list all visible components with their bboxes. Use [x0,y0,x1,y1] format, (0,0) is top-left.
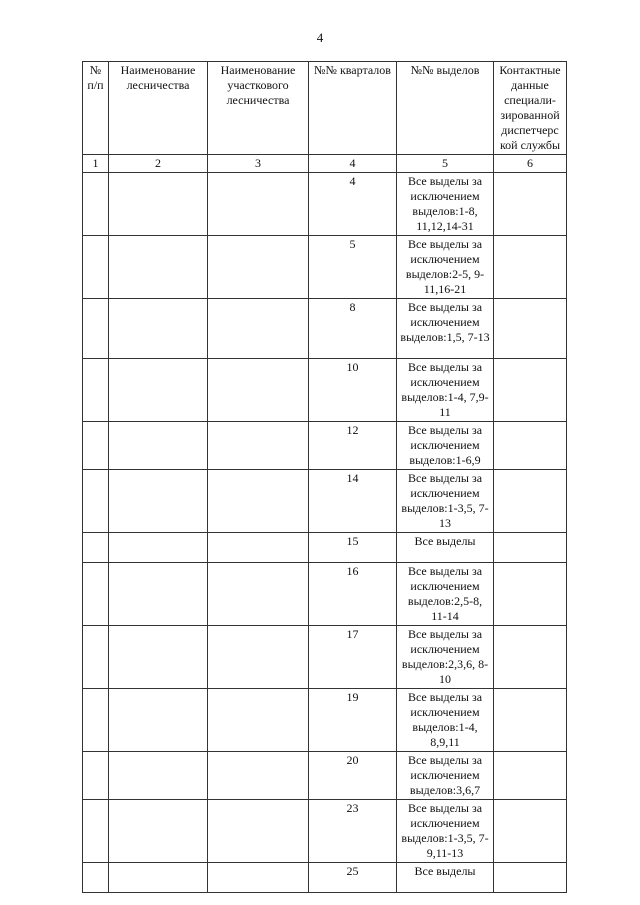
column-number: 4 [309,155,397,173]
cell-contacts [494,422,567,470]
cell-contacts [494,800,567,863]
header-allotments: №№ выделов [397,62,494,155]
table-row [83,689,567,752]
cell-contacts [494,236,567,299]
cell-forestry [109,800,208,863]
header-forestry: Наименование лесничества [109,62,208,155]
table-row [83,626,567,689]
cell-contacts [494,689,567,752]
cell-forestry [109,533,208,563]
cell-contacts [494,359,567,422]
cell-allotments: Все выделы за исключением выделов:1-4, 8,9,11 [397,689,494,752]
cell-forestry [109,422,208,470]
cell-quarter: 8 [309,299,397,359]
cell-number [83,533,109,563]
table-row [83,422,567,470]
cell-number [83,689,109,752]
cell-district-forestry [208,752,309,800]
table-row [83,236,567,299]
cell-district-forestry [208,299,309,359]
cell-forestry [109,173,208,236]
header-number: № п/п [83,62,109,155]
cell-district-forestry [208,422,309,470]
cell-allotments: Все выделы за исключением выделов:3,6,7 [397,752,494,800]
cell-quarter: 10 [309,359,397,422]
cell-number [83,236,109,299]
column-number: 2 [109,155,208,173]
header-quarters: №№ кварталов [309,62,397,155]
cell-allotments: Все выделы за исключением выделов:1-6,9 [397,422,494,470]
cell-district-forestry [208,236,309,299]
cell-district-forestry [208,470,309,533]
cell-forestry [109,236,208,299]
cell-quarter: 12 [309,422,397,470]
cell-contacts [494,173,567,236]
header-district-forestry: Наименование участкового лесничества [208,62,309,155]
cell-quarter: 14 [309,470,397,533]
forest-areas-table [82,61,567,893]
cell-allotments: Все выделы за исключением выделов:1,5, 7-13 [397,299,494,359]
table-row [83,752,567,800]
table-row [83,173,567,236]
table-body [83,173,567,893]
cell-district-forestry [208,800,309,863]
cell-district-forestry [208,533,309,563]
table-row [83,533,567,563]
cell-quarter: 17 [309,626,397,689]
cell-number [83,470,109,533]
column-number-row [83,155,567,173]
cell-contacts [494,863,567,893]
cell-number [83,626,109,689]
cell-quarter: 25 [309,863,397,893]
cell-district-forestry [208,689,309,752]
cell-number [83,299,109,359]
table-row [83,563,567,626]
cell-number [83,173,109,236]
cell-allotments: Все выделы за исключением выделов:2,5-8, 11-14 [397,563,494,626]
cell-district-forestry [208,563,309,626]
cell-number [83,563,109,626]
cell-allotments: Все выделы за исключением выделов:1-4, 7,9-11 [397,359,494,422]
cell-number [83,800,109,863]
cell-allotments: Все выделы за исключением выделов:2-5, 9-11,16-21 [397,236,494,299]
table-row [83,299,567,359]
page-number: 4 [316,30,324,45]
cell-quarter: 5 [309,236,397,299]
cell-forestry [109,359,208,422]
column-number: 1 [83,155,109,173]
cell-contacts [494,752,567,800]
cell-contacts [494,563,567,626]
cell-district-forestry [208,359,309,422]
cell-number [83,359,109,422]
cell-forestry [109,752,208,800]
cell-allotments: Все выделы за исключением выделов:1-3,5, 7-9,11-13 [397,800,494,863]
cell-allotments: Все выделы за исключением выделов:1-3,5, 7-13 [397,470,494,533]
cell-quarter: 20 [309,752,397,800]
header-contacts: Контактные данные специали-зированной диспетчерс кой службы [494,62,567,155]
table-row [83,800,567,863]
cell-district-forestry [208,173,309,236]
cell-contacts [494,626,567,689]
cell-quarter: 23 [309,800,397,863]
table-row [83,470,567,533]
cell-district-forestry [208,863,309,893]
cell-quarter: 16 [309,563,397,626]
cell-quarter: 19 [309,689,397,752]
cell-forestry [109,299,208,359]
cell-allotments: Все выделы за исключением выделов:2,3,6, 8-10 [397,626,494,689]
cell-contacts [494,470,567,533]
cell-forestry [109,863,208,893]
cell-forestry [109,626,208,689]
header-row [83,62,567,155]
cell-contacts [494,299,567,359]
cell-forestry [109,689,208,752]
table-row [83,359,567,422]
cell-allotments: Все выделы [397,863,494,893]
cell-number [83,863,109,893]
cell-forestry [109,470,208,533]
cell-quarter: 4 [309,173,397,236]
cell-contacts [494,533,567,563]
cell-allotments: Все выделы [397,533,494,563]
cell-district-forestry [208,626,309,689]
cell-forestry [109,563,208,626]
cell-number [83,752,109,800]
cell-number [83,422,109,470]
cell-allotments: Все выделы за исключением выделов:1-8, 11,12,14-31 [397,173,494,236]
cell-quarter: 15 [309,533,397,563]
table-row [83,863,567,893]
column-number: 5 [397,155,494,173]
column-number: 3 [208,155,309,173]
column-number: 6 [494,155,567,173]
